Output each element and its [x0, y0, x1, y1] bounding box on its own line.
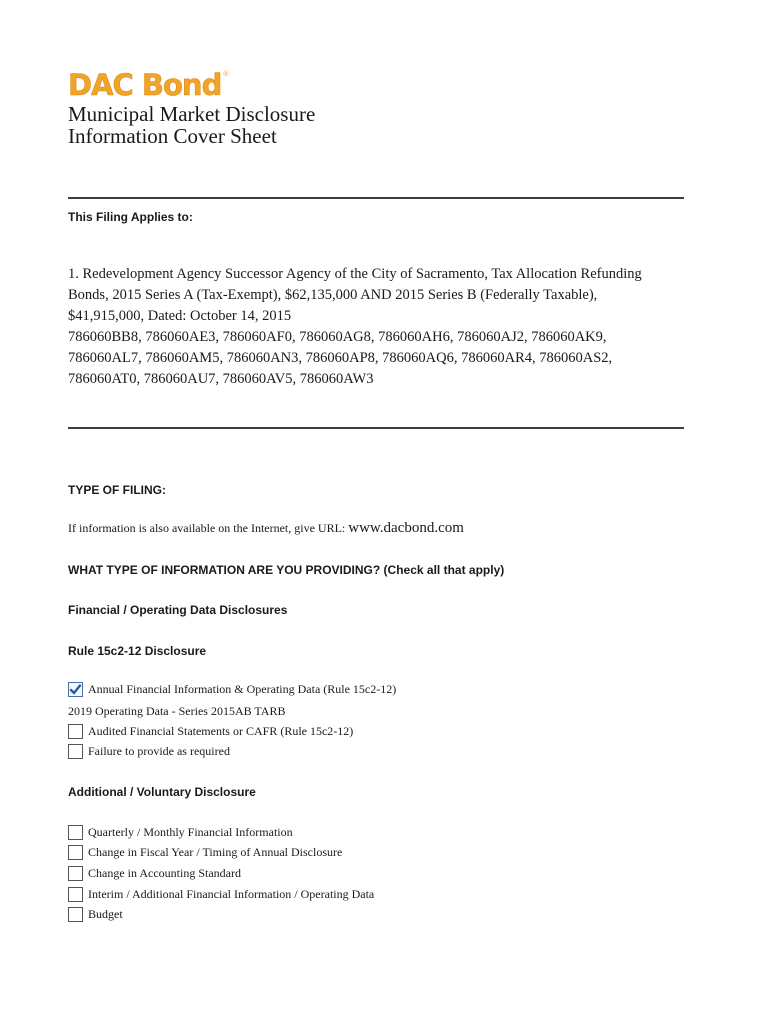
url-prompt: If information is also available on the Internet, give URL:	[68, 521, 346, 535]
dac-bond-logo	[68, 70, 229, 100]
filing-line: $41,915,000, Dated: October 14, 2015	[68, 308, 292, 324]
internet-url-line	[68, 520, 464, 537]
checkbox-unchecked[interactable]	[68, 866, 83, 881]
checkbox-label: Interim / Additional Financial Information / Operating Data	[88, 887, 375, 901]
checkbox-label: Failure to provide as required	[88, 744, 230, 758]
logo-wordmark: DAC Bond	[68, 68, 222, 102]
audited-statements-checkbox-row[interactable]	[68, 724, 353, 739]
title-line-1: Municipal Market Disclosure	[68, 102, 316, 126]
checkbox-unchecked[interactable]	[68, 907, 83, 922]
annual-financial-note: 2019 Operating Data - Series 2015AB TARB	[68, 704, 286, 718]
rule-15c2-12-label: Rule 15c2-12 Disclosure	[68, 644, 207, 658]
accounting-standard-checkbox-row[interactable]	[68, 866, 241, 881]
checkbox-label: Budget	[88, 907, 123, 921]
budget-checkbox-row[interactable]	[68, 907, 123, 922]
filing-description	[68, 264, 684, 390]
filing-line: 786060AL7, 786060AM5, 786060AN3, 786060AP8, 786060AQ6, 786060AR4, 786060AS2,	[68, 350, 613, 366]
filing-line: 1. Redevelopment Agency Successor Agency of the City of Sacramento, Tax Allocation Refunding	[68, 266, 642, 282]
checkbox-label: Audited Financial Statements or CAFR (Rule 15c2-12)	[88, 724, 354, 738]
financial-section-label: Financial / Operating Data Disclosures	[68, 603, 288, 617]
checkbox-label: Annual Financial Information & Operating Data (Rule 15c2-12)	[88, 682, 397, 696]
filing-line: Bonds, 2015 Series A (Tax-Exempt), $62,135,000 AND 2015 Series B (Federally Taxable),	[68, 287, 598, 303]
top-divider	[68, 197, 684, 199]
checkbox-unchecked[interactable]	[68, 825, 83, 840]
info-type-question: WHAT TYPE OF INFORMATION ARE YOU PROVIDING? (Check all that apply)	[68, 563, 505, 577]
checkbox-label: Change in Accounting Standard	[88, 866, 241, 880]
page-title	[68, 103, 315, 147]
checkbox-unchecked[interactable]	[68, 887, 83, 902]
filing-line: 786060BB8, 786060AE3, 786060AF0, 786060AG8, 786060AH6, 786060AJ2, 786060AK9,	[68, 329, 607, 345]
checkbox-unchecked[interactable]	[68, 845, 83, 860]
filing-line: 786060AT0, 786060AU7, 786060AV5, 786060AW3	[68, 371, 374, 387]
registered-mark: ®	[222, 70, 230, 78]
interim-info-checkbox-row[interactable]	[68, 887, 374, 902]
fiscal-year-change-checkbox-row[interactable]	[68, 845, 342, 860]
quarterly-checkbox-row[interactable]	[68, 825, 293, 840]
annual-financial-checkbox-row[interactable]	[68, 682, 396, 697]
title-line-2: Information Cover Sheet	[68, 124, 277, 148]
checkbox-unchecked[interactable]	[68, 724, 83, 739]
failure-to-provide-checkbox-row[interactable]	[68, 744, 230, 759]
middle-divider	[68, 427, 684, 429]
checkmark-icon	[69, 683, 82, 696]
checkbox-label: Quarterly / Monthly Financial Information	[88, 825, 293, 839]
url-value: www.dacbond.com	[348, 520, 464, 536]
checkbox-unchecked[interactable]	[68, 744, 83, 759]
checkbox-label: Change in Fiscal Year / Timing of Annual Disclosure	[88, 845, 343, 859]
additional-section-label: Additional / Voluntary Disclosure	[68, 785, 256, 799]
type-of-filing-label: TYPE OF FILING:	[68, 483, 166, 497]
checkbox-checked[interactable]	[68, 682, 83, 697]
applies-to-label: This Filing Applies to:	[68, 210, 193, 224]
